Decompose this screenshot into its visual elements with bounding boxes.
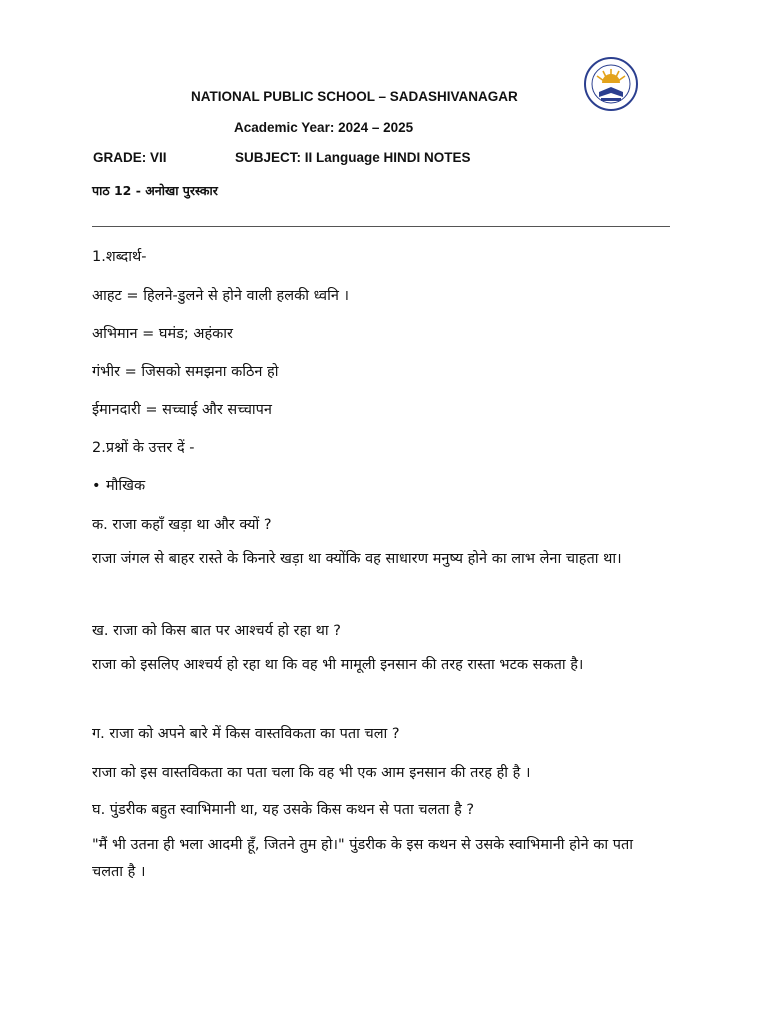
- question: क. राजा कहाँ खड़ा था और क्यों ?: [92, 517, 272, 533]
- header-divider: [92, 226, 670, 227]
- meaning-item: ईमानदारी = सच्चाई और सच्चापन: [92, 402, 272, 418]
- section-heading-meanings: 1.शब्दार्थ-: [92, 249, 147, 265]
- school-crest-icon: [583, 56, 639, 112]
- section-heading-questions: 2.प्रश्नों के उत्तर दें -: [92, 440, 195, 456]
- oral-label: मौखिक: [106, 478, 146, 494]
- school-name: NATIONAL PUBLIC SCHOOL – SADASHIVANAGAR: [191, 89, 518, 104]
- oral-bullet: [92, 475, 145, 495]
- grade-label: GRADE: VII: [93, 150, 167, 165]
- question: ख. राजा को किस बात पर आश्चर्य हो रहा था ?: [92, 623, 341, 639]
- bullet-icon: •: [92, 478, 101, 494]
- answer: राजा जंगल से बाहर रास्ते के किनारे खड़ा था क्योंकि वह साधारण मनुष्य होने का लाभ लेना चाहता था।: [92, 551, 622, 567]
- academic-year: Academic Year: 2024 – 2025: [234, 120, 414, 135]
- subject-label: SUBJECT: II Language HINDI NOTES: [235, 150, 471, 165]
- answer: राजा को इस वास्तविकता का पता चला कि वह भी एक आम इनसान की तरह ही है ।: [92, 765, 531, 781]
- answer: राजा को इसलिए आश्चर्य हो रहा था कि वह भी मामूली इनसान की तरह रास्ता भटक सकता है।: [92, 657, 584, 673]
- question: ग. राजा को अपने बारे में किस वास्तविकता का पता चला ?: [92, 726, 400, 742]
- meaning-item: आहट = हिलने-डुलने से होने वाली हलकी ध्वनि ।: [92, 288, 349, 304]
- meaning-item: अभिमान = घमंड; अहंकार: [92, 326, 233, 342]
- lesson-title: पाठ 12 - अनोखा पुरस्कार: [92, 183, 218, 198]
- meaning-item: गंभीर = जिसको समझना कठिन हो: [92, 364, 279, 380]
- question: घ. पुंडरीक बहुत स्वाभिमानी था, यह उसके किस कथन से पता चलता है ?: [92, 802, 475, 818]
- answer: "मैं भी उतना ही भला आदमी हूँ, जितने तुम हो।" पुंडरीक के इस कथन से उसके स्वाभिमानी होने का पता चलता है ।: [92, 837, 634, 880]
